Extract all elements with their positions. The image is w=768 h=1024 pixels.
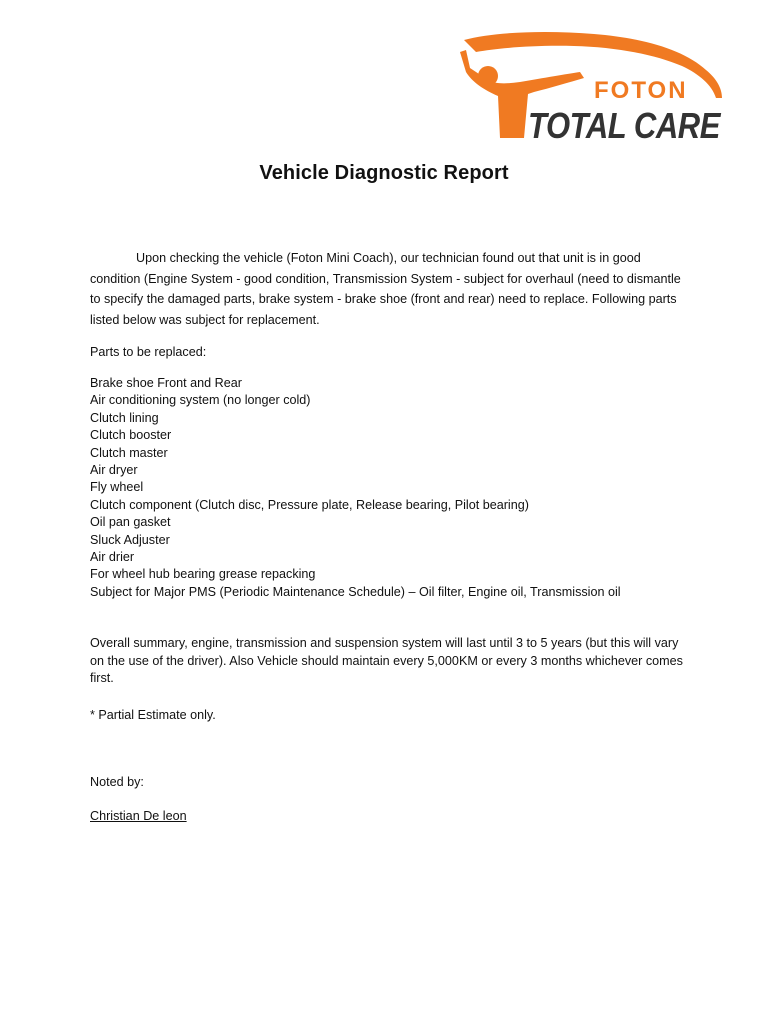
signer-name: Christian De leon xyxy=(90,809,187,823)
summary-paragraph: Overall summary, engine, transmission and suspension system will last until 3 to 5 years (but this will vary on the use of the driver). Also Vehicle should maintain every 5,000KM or every 3 months whichever comes first. xyxy=(90,636,683,685)
intro-paragraph xyxy=(90,248,690,330)
list-item: Clutch component (Clutch disc, Pressure plate, Release bearing, Pilot bearing) xyxy=(90,497,529,512)
list-item: Oil pan gasket xyxy=(90,515,171,530)
list-item: Sluck Adjuster xyxy=(90,532,170,547)
list-item: Clutch lining xyxy=(90,410,159,425)
list-item: Fly wheel xyxy=(90,480,144,495)
intro-text: Upon checking the vehicle (Foton Mini Coach), our technician found out that unit is in good condition (Engine System - good condition, Transmission System - subject for overhaul (need to dismantle to specify the damaged parts, brake system - brake shoe (front and rear) need to replace. Following parts listed below was subject for replacement. xyxy=(90,251,681,327)
list-item: For wheel hub bearing grease repacking xyxy=(90,567,316,582)
logo-brand-text: FOTON xyxy=(594,77,688,104)
list-item: Clutch booster xyxy=(90,428,172,443)
logo-tagline-text: TOTAL CARE xyxy=(528,105,722,146)
report-title: Vehicle Diagnostic Report xyxy=(259,162,509,184)
estimate-note: * Partial Estimate only. xyxy=(90,708,216,722)
list-item: Air dryer xyxy=(90,463,138,478)
parts-list xyxy=(90,375,690,601)
list-item: Clutch master xyxy=(90,445,168,460)
parts-heading: Parts to be replaced: xyxy=(90,345,207,359)
noted-by-label: Noted by: xyxy=(90,775,144,789)
list-item: Air drier xyxy=(90,550,135,565)
list-item: Brake shoe Front and Rear xyxy=(90,376,242,390)
list-item: Air conditioning system (no longer cold) xyxy=(90,393,311,408)
foton-total-care-logo xyxy=(454,30,726,146)
list-item: Subject for Major PMS (Periodic Maintenance Schedule) – Oil filter, Engine oil, Transmission oil xyxy=(90,584,621,599)
